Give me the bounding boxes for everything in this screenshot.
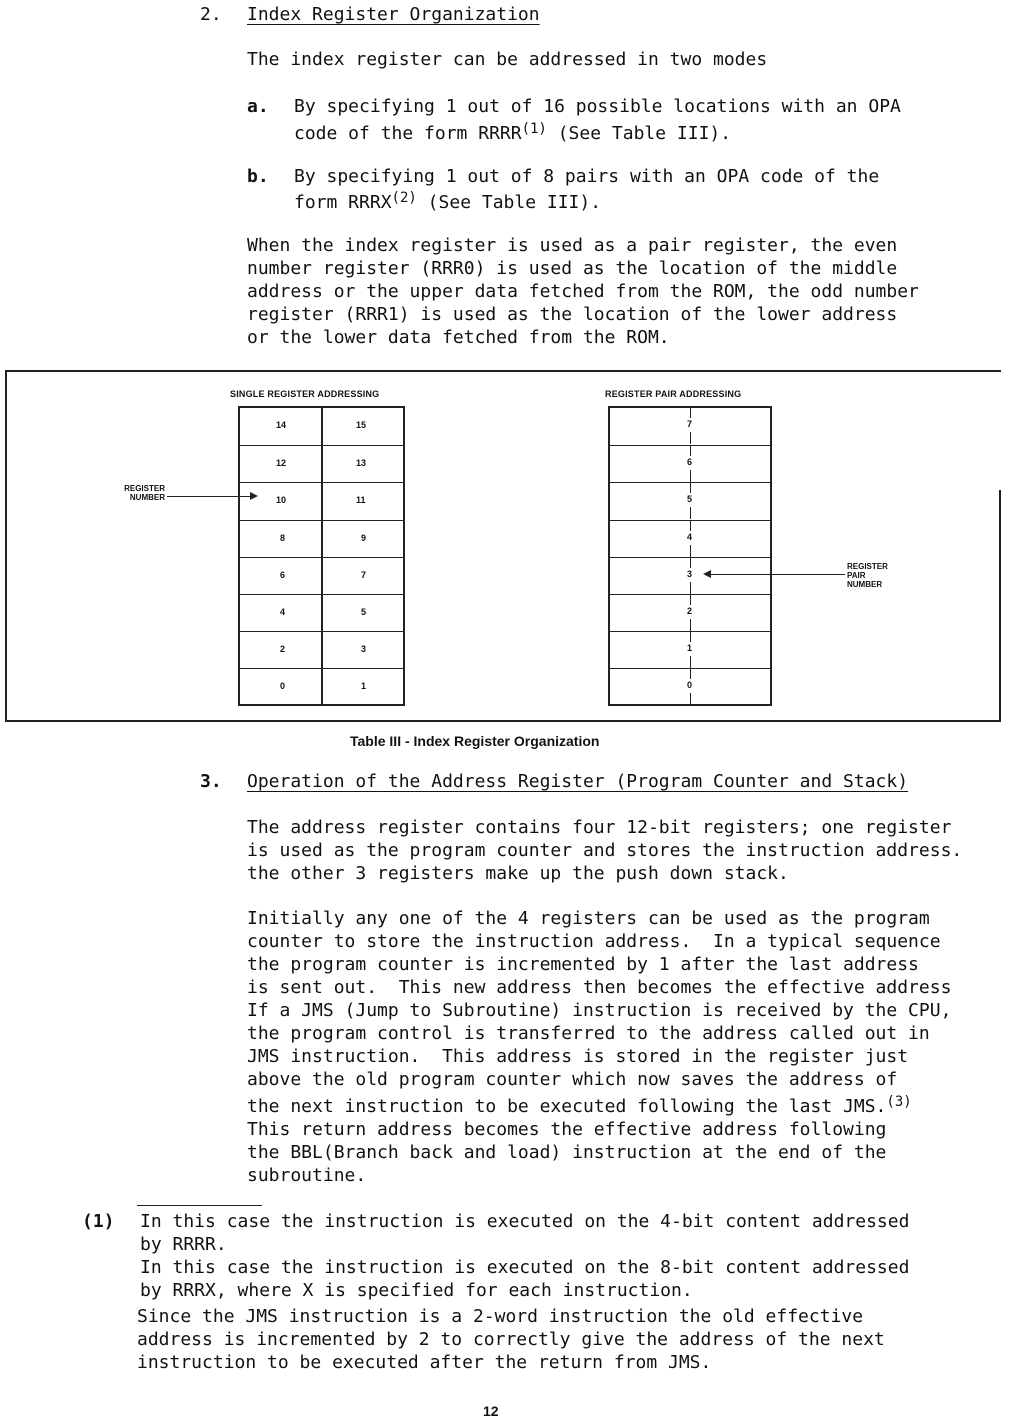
register-pair-row — [610, 520, 770, 557]
paragraph-line: or the lower data fetched from the ROM. — [247, 327, 670, 348]
footnote-2 — [140, 1256, 909, 1302]
paragraph-line: If a JMS (Jump to Subroutine) instruction is received by the CPU, — [247, 1000, 952, 1021]
single-register-row — [240, 631, 403, 668]
pair-tick — [690, 545, 691, 557]
section-2-paragraph — [247, 234, 919, 349]
paragraph-line: subroutine. — [247, 1165, 367, 1186]
label-line: NUMBER — [129, 493, 165, 502]
register-cell: 8 — [280, 532, 286, 543]
register-pair-grid — [608, 406, 772, 706]
figure-frame-bottom — [5, 720, 1001, 722]
paragraph-line: the program counter is incremented by 1 after the last address — [247, 954, 919, 975]
paragraph-line: is sent out. This new address then becomes the effective address — [247, 977, 952, 998]
section-3-paragraph-2 — [247, 907, 951, 1187]
register-cell: 9 — [361, 532, 367, 543]
single-register-grid — [238, 406, 405, 706]
section-3-heading: Operation of the Address Register (Program Counter and Stack) — [247, 771, 909, 792]
register-pair-title: REGISTER PAIR ADDRESSING — [605, 389, 742, 399]
single-register-row — [240, 482, 403, 519]
index-register-figure — [5, 370, 1003, 722]
register-pair-row — [610, 557, 770, 594]
footnote-line: address is incremented by 2 to correctly give the address of the next — [137, 1329, 885, 1350]
paragraph-line: is used as the program counter and stores the instruction address. — [247, 840, 963, 861]
register-pair-cell: 3 — [687, 568, 693, 579]
footnote-line: In this case the instruction is executed on the 4-bit content addressed — [140, 1211, 910, 1232]
footnote-line: In this case the instruction is executed on the 8-bit content addressed — [140, 1257, 910, 1278]
section-3-paragraph-1 — [247, 816, 962, 885]
single-register-row — [240, 594, 403, 631]
register-cell: 15 — [356, 420, 367, 430]
register-cell: 12 — [276, 458, 287, 469]
single-register-row — [240, 668, 403, 705]
paragraph-line: the other 3 registers make up the push down stack. — [247, 863, 789, 884]
item-a-line2: code of the form RRRR$^{(1)}$ (See Table III). — [294, 121, 732, 144]
paragraph-line: The address register contains four 12-bit registers; one register — [247, 817, 952, 838]
register-pair-row — [610, 594, 770, 631]
pair-tick — [690, 521, 691, 531]
register-pair-cell: 4 — [687, 531, 693, 542]
figure-frame-left — [5, 370, 7, 722]
item-b-line1: By specifying 1 out of 8 pairs with an OPA code of the — [294, 166, 880, 187]
paragraph-line: JMS instruction. This address is stored in the register just — [247, 1046, 909, 1067]
figure-frame-right — [999, 490, 1001, 722]
figure-frame-top — [5, 370, 1001, 372]
register-cell: 3 — [361, 644, 367, 655]
label-line: NUMBER — [847, 580, 883, 589]
pair-tick — [690, 693, 691, 705]
label-line: PAIR — [847, 571, 866, 580]
single-register-title: SINGLE REGISTER ADDRESSING — [230, 389, 380, 399]
register-cell: 2 — [280, 644, 286, 655]
label-line: REGISTER — [847, 562, 888, 571]
register-number-arrow — [167, 496, 252, 497]
pair-tick — [690, 582, 691, 594]
pair-tick — [690, 669, 691, 679]
footnote-3 — [137, 1305, 885, 1374]
label-line: REGISTER — [124, 484, 165, 493]
figure-caption: Table III - Index Register Organization — [350, 733, 600, 749]
paragraph-line: Initially any one of the 4 registers can be used as the program — [247, 908, 930, 929]
footnote-line: instruction to be executed after the return from JMS. — [137, 1352, 712, 1373]
pair-tick — [690, 483, 691, 493]
footnote-rule — [137, 1205, 262, 1206]
register-cell: 10 — [276, 495, 287, 506]
paragraph-line: counter to store the instruction address. In a typical sequence — [247, 931, 941, 952]
register-pair-row — [610, 445, 770, 482]
single-register-row — [240, 445, 403, 482]
register-pair-arrow — [711, 574, 845, 575]
footnote-1-marker: (1) — [82, 1211, 115, 1232]
pair-tick — [690, 656, 691, 668]
register-cell: 6 — [280, 569, 286, 580]
register-cell: 7 — [361, 569, 367, 580]
register-pair-cell: 2 — [687, 606, 693, 616]
pair-tick — [690, 558, 691, 568]
section-2-intro: The index register can be addressed in two modes — [247, 49, 768, 70]
item-b-marker: b. — [247, 166, 269, 187]
arrow-head — [250, 492, 258, 500]
register-cell: 1 — [361, 681, 367, 692]
paragraph-line: the program control is transferred to the address called out in — [247, 1023, 930, 1044]
register-pair-cell: 7 — [687, 419, 693, 429]
section-2-heading: Index Register Organization — [247, 4, 540, 25]
register-pair-row — [610, 482, 770, 519]
section-3-number: 3. — [200, 771, 222, 792]
register-cell: 14 — [276, 420, 287, 430]
pair-tick — [690, 432, 691, 444]
paragraph-line: number register (RRR0) is used as the location of the middle — [247, 258, 898, 279]
footnote-line: by RRRR. — [140, 1234, 227, 1255]
register-cell: 5 — [361, 607, 367, 617]
register-pair-cell: 1 — [687, 643, 693, 654]
register-cell: 0 — [280, 681, 286, 692]
pair-tick — [690, 470, 691, 482]
register-cell: 13 — [356, 458, 367, 469]
footnote-1 — [140, 1210, 909, 1256]
register-pair-label — [847, 562, 888, 589]
arrow-head — [703, 570, 711, 578]
paragraph-line: above the old program counter which now saves the address of — [247, 1069, 898, 1090]
single-register-row — [240, 557, 403, 594]
item-a-line1: By specifying 1 out of 16 possible locations with an OPA — [294, 96, 901, 117]
pair-tick — [690, 632, 691, 642]
register-pair-row — [610, 631, 770, 668]
pair-tick — [690, 595, 691, 605]
item-a-marker: a. — [247, 96, 269, 117]
pair-tick — [690, 446, 691, 456]
paragraph-line: address or the upper data fetched from the ROM, the odd number — [247, 281, 919, 302]
register-number-label — [103, 484, 165, 502]
footnote-line: Since the JMS instruction is a 2-word instruction the old effective — [137, 1306, 864, 1327]
register-pair-cell: 0 — [687, 680, 693, 691]
register-pair-cell: 6 — [687, 457, 693, 468]
register-cell: 4 — [280, 607, 286, 617]
page-number: 12 — [483, 1403, 499, 1419]
paragraph-line: When the index register is used as a pair register, the even — [247, 235, 898, 256]
paragraph-line: This return address becomes the effective address following — [247, 1119, 887, 1140]
register-pair-cell: 5 — [687, 494, 693, 505]
single-register-row — [240, 520, 403, 557]
register-pair-row — [610, 408, 770, 445]
footnote-line: by RRRX, where X is specified for each instruction. — [140, 1280, 693, 1301]
pair-tick — [690, 408, 691, 418]
item-b-line2: form RRRX$^{(2)}$ (See Table III). — [294, 190, 602, 213]
pair-tick — [690, 619, 691, 631]
paragraph-line: register (RRR1) is used as the location of the lower address — [247, 304, 898, 325]
pair-tick — [690, 507, 691, 519]
single-register-row — [240, 408, 403, 445]
paragraph-line: the next instruction to be executed following the last JMS.$^{(3)}$ — [247, 1094, 912, 1117]
register-cell: 11 — [356, 495, 366, 506]
paragraph-line: the BBL(Branch back and load) instruction at the end of the — [247, 1142, 887, 1163]
section-2-number: 2. — [200, 4, 222, 25]
register-pair-row — [610, 668, 770, 705]
